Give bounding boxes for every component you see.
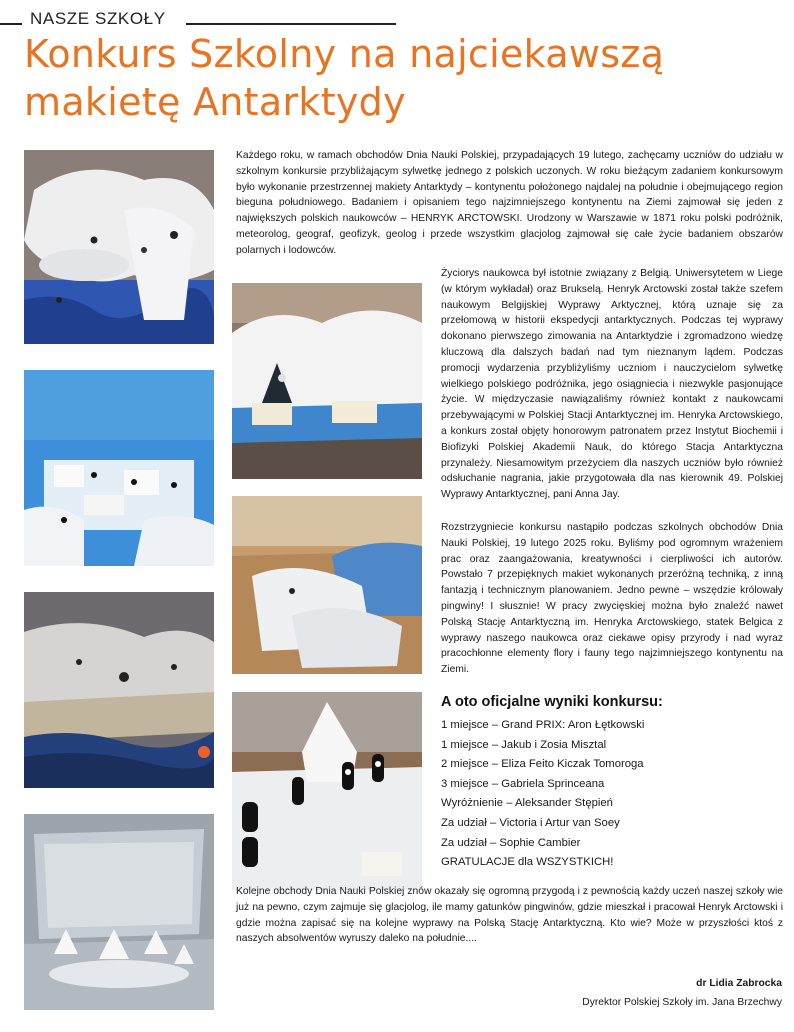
author-name: dr Lidia Zabrocka [696,978,782,989]
result-entry: Wyróżnienie – Aleksander Stępień [441,797,613,810]
photo-antarctica-model-6 [232,496,422,674]
result-entry: 1 miejsce – Jakub i Zosia Misztal [441,738,607,751]
photo-antarctica-model-7 [232,692,422,890]
results-list [441,716,781,853]
article-headline: Konkurs Szkolny na najciekawszą makietę Antarktydy [24,32,665,124]
photo-antarctica-model-4 [24,814,214,1010]
photo-antarctica-model-5 [232,283,422,479]
result-entry: 1 miejsce – Grand PRIX: Aron Łętkowski [441,719,645,731]
results-heading: A oto oficjalne wyniki konkursu: [441,694,663,710]
paragraph-closing: Kolejne obchody Dnia Nauki Polskiej znów okazały się ogromną przygodą i z pewnością każdy uczeń naszej szkoły wie już na pewno, czym zajmuje się glacjolog, ile mamy gatunków pingwinów, gdzie mieszkał i pracował Henryk Arctowski i gdzie można zapisać się na kolejne wyprawy na Polską Stację Antarktyczną. Kto wie? Może w przyszłości ktoś z naszych absolwentów wyruszy daleko na południe.... [236,886,783,945]
result-entry: 3 miejsce – Gabriela Sprinceana [441,777,605,790]
result-entry: Za udział – Sophie Cambier [441,836,581,849]
photo-antarctica-model-2 [24,370,214,566]
section-rule-right [186,23,396,25]
result-entry: Za udział – Victoria i Artur van Soey [441,816,620,829]
section-rule-left [0,23,22,25]
photo-antarctica-model-3 [24,592,214,788]
paragraph-biography: Życiorys naukowca był istotnie związany z Belgią. Uniwersytetem w Liege (w którym wykładał) oraz Brukselą. Henryk Arctowski został także szefem naukowym Belgijskiej Wyprawy Arktycznej, którą uznaje się za przełomową w historii ekspedycji antarktycznych. Podczas tej wyprawy dokonano pierwszego zimowania na Antarktydzie i zgromadzono wiedzę kluczową dla dalszych badań nad tym nieznanym lądem. Podczas promocji wydarzenia przybliżyliśmy uczniom i nauczycielom sylwetkę wielkiego polskiego podróżnika, jego osiągniecia i niezwykle pasjonujące życie. W międzyczasie nawiązaliśmy również kontakt z naukowcami przebywającymi w Polskiej Stacji Antarktycznej im. Henryka Arctowskiego, a konkurs został objęty honorowym patronatem przez Instytut Biochemii i Biofizyki Polskiej Akademii Nauk, do którego Stacja Antarktyczna przynależy. Niesamowitym przeżyciem dla naszych uczniów było również odsłuchanie nagrania, jakie przygotowała dla nas kierownik 49. Polskiej Wyprawy Antarktycznej, pani Anna Jay. [441,268,783,501]
photo-antarctica-model-1 [24,150,214,344]
section-header [0,6,400,28]
paragraph-intro: Każdego roku, w ramach obchodów Dnia Nauki Polskiej, przypadających 19 lutego, zachęcamy uczniów do udziału w szkolnym konkursie przybliżającym sylwetkę jednego z polskich uczonych. W roku bieżącym zadaniem konkursowym było wykonanie przestrzennej makiety Antarktydy – kontynentu położonego najdalej na południe i obejmującego region bieguna południowego. Badaniem i opisaniem tego najzimniejszego kontynentu na Ziemi zajmował się jeden z największych polskich naukowców – HENRYK ARCTOWSKI. Urodzony w Warszawie w 1871 roku polski podróżnik, meteorolog, geograf, geofizyk, geolog i przede wszystkim glacjolog zajmował się całe życie badaniem obszarów polarnych i lodowców. [236,150,783,256]
result-entry: 2 miejsce – Eliza Feito Kiczak Tomoroga [441,758,644,771]
section-label: NASZE SZKOŁY [30,9,166,28]
paragraph-results-summary: Rozstrzygniecie konkursu nastąpiło podczas szkolnych obchodów Dnia Nauki Polskiej, 19 lutego 2025 roku. Byliśmy pod ogromnym wrażeniem prac oraz zaangażowania, kreatywności i cierpliwości ich autorów. Powstało 7 przepięknych makiet wykonanych przeróżną techniką, z inną fantazją i technicznym planowaniem. Jedno pewne – wszędzie królowały pingwiny! I słusznie! W pracy zwycięskiej można było znaleźć nawet Polską Stację Antarktyczną im. Henryka Arctowskiego, statek Belgica z wyprawy naszego naukowca oraz ciekawe opisy przyrody i nad wyraz pracochłonne elementy flory i fauny tego najzimniejszego kontynentu na Ziemi. [441,522,783,676]
author-role: Dyrektor Polskiej Szkoły im. Jana Brzechwy [582,997,782,1008]
congratulations: GRATULACJE dla WSZYSTKICH! [441,856,614,868]
